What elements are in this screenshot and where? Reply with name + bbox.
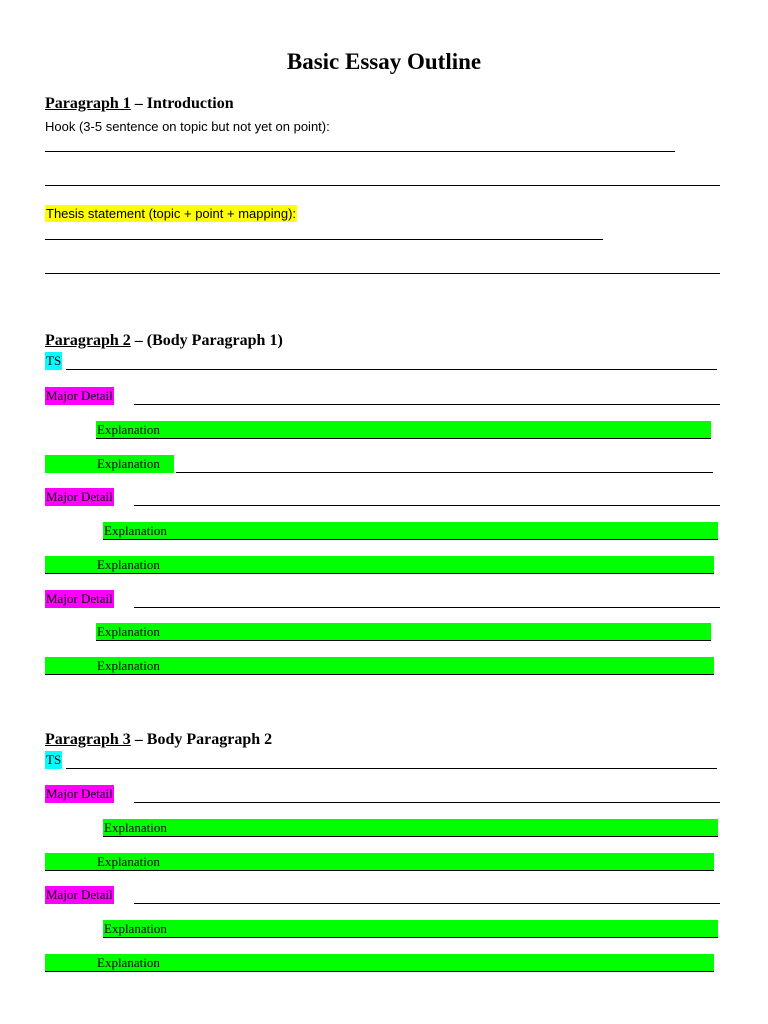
major-detail-label: Major Detail [46, 786, 113, 801]
heading-connector: – [130, 95, 147, 112]
explanation-highlight[interactable] [103, 819, 718, 837]
explanation-highlight[interactable] [103, 920, 718, 938]
major-detail-label: Major Detail [46, 489, 113, 504]
thesis-line-1[interactable] [45, 239, 603, 240]
major-detail-label: Major Detail [46, 591, 113, 606]
paragraph-1-heading [45, 94, 234, 114]
explanation-label: Explanation [97, 456, 160, 471]
paragraph-2-subtitle: (Body Paragraph 1) [146, 332, 283, 349]
explanation-label: Explanation [104, 523, 167, 538]
major-detail-label: Major Detail [46, 887, 113, 902]
explanation-label: Explanation [97, 624, 160, 639]
major-detail-line[interactable] [134, 785, 720, 803]
hook-line-1[interactable] [45, 151, 675, 152]
explanation-highlight[interactable] [96, 421, 711, 439]
explanation-highlight[interactable] [103, 522, 718, 540]
major-detail-line[interactable] [134, 387, 720, 405]
explanation-line[interactable] [176, 455, 713, 473]
explanation-label: Explanation [97, 658, 160, 673]
explanation-label: Explanation [97, 422, 160, 437]
paragraph-1-subtitle: Introduction [146, 95, 234, 112]
explanation-label: Explanation [104, 921, 167, 936]
paragraph-2-heading [45, 331, 283, 351]
explanation-label: Explanation [97, 854, 160, 869]
hook-line-2[interactable] [45, 185, 720, 186]
paragraph-2-label: Paragraph 2 [45, 332, 131, 349]
ts-line[interactable] [66, 751, 717, 769]
explanation-label: Explanation [97, 955, 160, 970]
thesis-prompt: Thesis statement (topic + point + mapping): [46, 206, 297, 221]
paragraph-1-label: Paragraph 1 [45, 95, 131, 112]
heading-connector: – [130, 731, 147, 748]
hook-prompt: Hook (3-5 sentence on topic but not yet on point): [45, 119, 330, 134]
ts-label: TS [46, 353, 62, 368]
page-title: Basic Essay Outline [286, 49, 482, 74]
paragraph-3-heading [45, 730, 272, 750]
major-detail-line[interactable] [134, 488, 720, 506]
thesis-line-2[interactable] [45, 273, 720, 274]
heading-connector: – [130, 332, 147, 349]
major-detail-line[interactable] [134, 886, 720, 904]
major-detail-label: Major Detail [46, 388, 113, 403]
ts-line[interactable] [66, 352, 717, 370]
explanation-label: Explanation [97, 557, 160, 572]
paragraph-3-subtitle: Body Paragraph 2 [146, 731, 273, 748]
major-detail-line[interactable] [134, 590, 720, 608]
explanation-highlight[interactable] [96, 623, 711, 641]
ts-label: TS [46, 752, 62, 767]
paragraph-3-label: Paragraph 3 [45, 731, 131, 748]
explanation-label: Explanation [104, 820, 167, 835]
